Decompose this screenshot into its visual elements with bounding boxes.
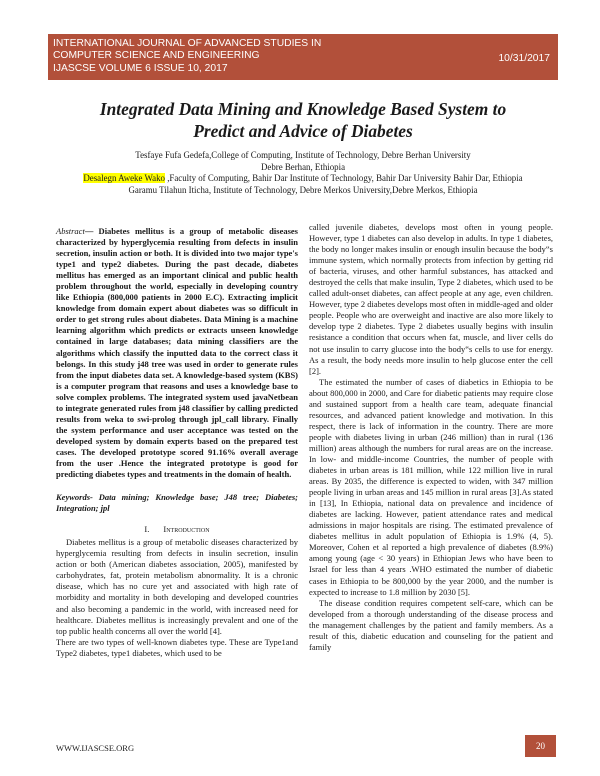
keywords: Keywords- Data mining; Knowledge base; J48 tree; Diabetes; Integration; jpl xyxy=(56,492,298,514)
paper-title xyxy=(48,98,558,142)
section-number: I. xyxy=(144,524,150,535)
paper-title-line-1: Integrated Data Mining and Knowledge Based System to xyxy=(99,99,507,119)
author-block xyxy=(48,150,558,196)
journal-name-line-2: COMPUTER SCIENCE AND ENGINEERING xyxy=(53,50,260,62)
journal-name xyxy=(53,38,321,75)
section-title: Introduction xyxy=(163,524,210,535)
intro-paragraph-1: Diabetes mellitus is a group of metabolic diseases characterized by hyperglycemia resulting from defects in insulin secretion, insulin action or both (American diabetes association, 2005), manifested by carbohydrates, fat, protein metabolism abnormality. It is a chronic disease, which has no cure yet and associated with high rate of morbidity and mortality in both developing and developed countries and also becoming a pandemic in the world, with increased need for healthcare. Diabetes mellitus is increasingly prevalent and one of the top public health concerns all over the world [4]. xyxy=(56,537,298,636)
page-number: 20 xyxy=(525,735,556,757)
author-3-affiliation: Garamu Tilahun Iticha, Institute of Technology, Debre Merkos University,Debre Merkos, Ethiopia xyxy=(128,184,478,195)
paper-title-line-2: Predict and Advice of Diabetes xyxy=(193,121,413,141)
abstract xyxy=(56,226,298,480)
highlighted-author-name: Desalegn Aweke Wako xyxy=(83,173,165,184)
right-column xyxy=(309,222,553,653)
author-1-affiliation: Tesfaye Fufa Gedefa,College of Computing, Institute of Technology, Debre Berhan University xyxy=(135,150,471,160)
author-2-affiliation-text: ,Faculty of Computing, Bahir Dar Institute of Technology, Bahir Dar University Bahir Dar, Ethiopia xyxy=(164,173,523,184)
left-column xyxy=(56,226,298,659)
right-paragraph-3: The disease condition requires competent self-care, which can be developed from a thorough understanding of the disease process and the management challenges by the patient and family members. As a result of this, diabetic education and counseling for the patient and family xyxy=(309,597,553,652)
abstract-label: Abstract xyxy=(56,226,85,236)
journal-volume-issue: IJASCSE VOLUME 6 ISSUE 10, 2017 xyxy=(53,62,228,74)
section-heading-introduction xyxy=(56,524,298,535)
right-paragraph-2: The estimated the number of cases of diabetics in Ethiopia to be about 800,000 in 2000, and Care for diabetic patients may require close and sustained support from a health care team, adequate financial resources, and advanced patient knowledge and motivation. In this respect, there is lack of information in the country. There are more people with diabetes living in urban (246 million) than in rural (136 million) areas although the numbers for rural areas are on the increase. In low- and middle-income Countries, the number of people with diabetes in urban areas is 181 million, while 122 million live in rural areas. By 2035, the difference is expected to widen, with 347 million people living in urban areas and 145 million in rural areas [3].As stated in [13], In Ethiopia, national data on prevalence and incidence of diabetes are lacking. However, patient attendance rates and medical admissions in major hospitals are rising. The estimated prevalence of diabetes mellitus in adult population of Ethiopia is 1.9% (4, 5). Moreover, Cohen et al reported a high prevalence of diabetes (8.9%) among young (age < 30 years) in Ethiopian Jews who have been to Israel for less than 4 years .WHO estimated the number of diabetic cases in Ethiopia to be 800,000 by the year 2000, and the number is expected to increase to 1.8 million by 2030 [5]. xyxy=(309,376,553,597)
footer-website-link[interactable]: WWW.IJASCSE.ORG xyxy=(56,743,135,753)
journal-header-banner xyxy=(48,34,558,80)
intro-paragraph-2: There are two types of well-known diabetes type. These are Type1and Type2 diabetes, type1 diabetes, which used to be xyxy=(56,636,298,658)
right-paragraph-1: called juvenile diabetes, develops most often in young people. However, type 1 diabetes can also develop in adults. In type 1 diabetes, the body no longer makes insulin or enough insulin because the body‟s immune system, which normally protects from infection by getting rid of bacteria, viruses, and other harmful substances, has attacked and destroyed the cells that make insulin, Type 2 diabetes, which used to be called adult-onset diabetes, can affect people at any age, even children. However, type 2 diabetes develops most often in middle-aged and older people. People who are overweight and inactive are also more likely to develop type 2 diabetes. Type 2 diabetes usually begins with insulin resistance a condition that occurs when fat, muscle, and liver cells do not use insulin to carry glucose into the body‟s cells to use for energy. As a result, the body needs more insulin to help glucose enter the cell [2]. xyxy=(309,222,553,376)
author-2-affiliation xyxy=(48,173,558,185)
issue-date: 10/31/2017 xyxy=(498,53,550,64)
author-1-location: Debre Berhan, Ethiopia xyxy=(260,161,346,172)
abstract-text: — Diabetes mellitus is a group of metabolic diseases characterized by hyperglycemia resulting from defects in insulin secretion, insulin action or both. It is divided into two major type's type1 and type2 diabetes. During the past decade, diabetes mellitus has emerged as an important clinical and public health problem throughout the world, especially in developing country like Ethiopia (800,000 patients in 2000 E.C). Extracting implicit knowledge from domain expert about diabetes was so difficult in order to get strong rules about diabetes. Data Mining is a machine learning algorithm which predicts or extracts unseen knowledge contained in large databases; data mining classifiers are the algorithms which classify the inputted data to the correct class it belongs. In this study j48 tree was used in order to generate rules from the input diabetes data set. A knowledge-based system (KBS) is a computer program that reasons and uses a knowledge base to solve complex problems. The integrated system used javaNetbean to integrate generated rules from j48 classifier by calling predicted results from weka to swi-prolog through jpl_call library. Finally the system performance and user acceptance was tested on the developed system by domain experts based on the prepared test cases. The developed prototype scored 91.16% overall average from the user .Hence the integrated prototype is good for predicting diabetes types and treatments in the domain of health. xyxy=(56,226,298,480)
journal-name-line-1: INTERNATIONAL JOURNAL OF ADVANCED STUDIES IN xyxy=(53,38,322,49)
